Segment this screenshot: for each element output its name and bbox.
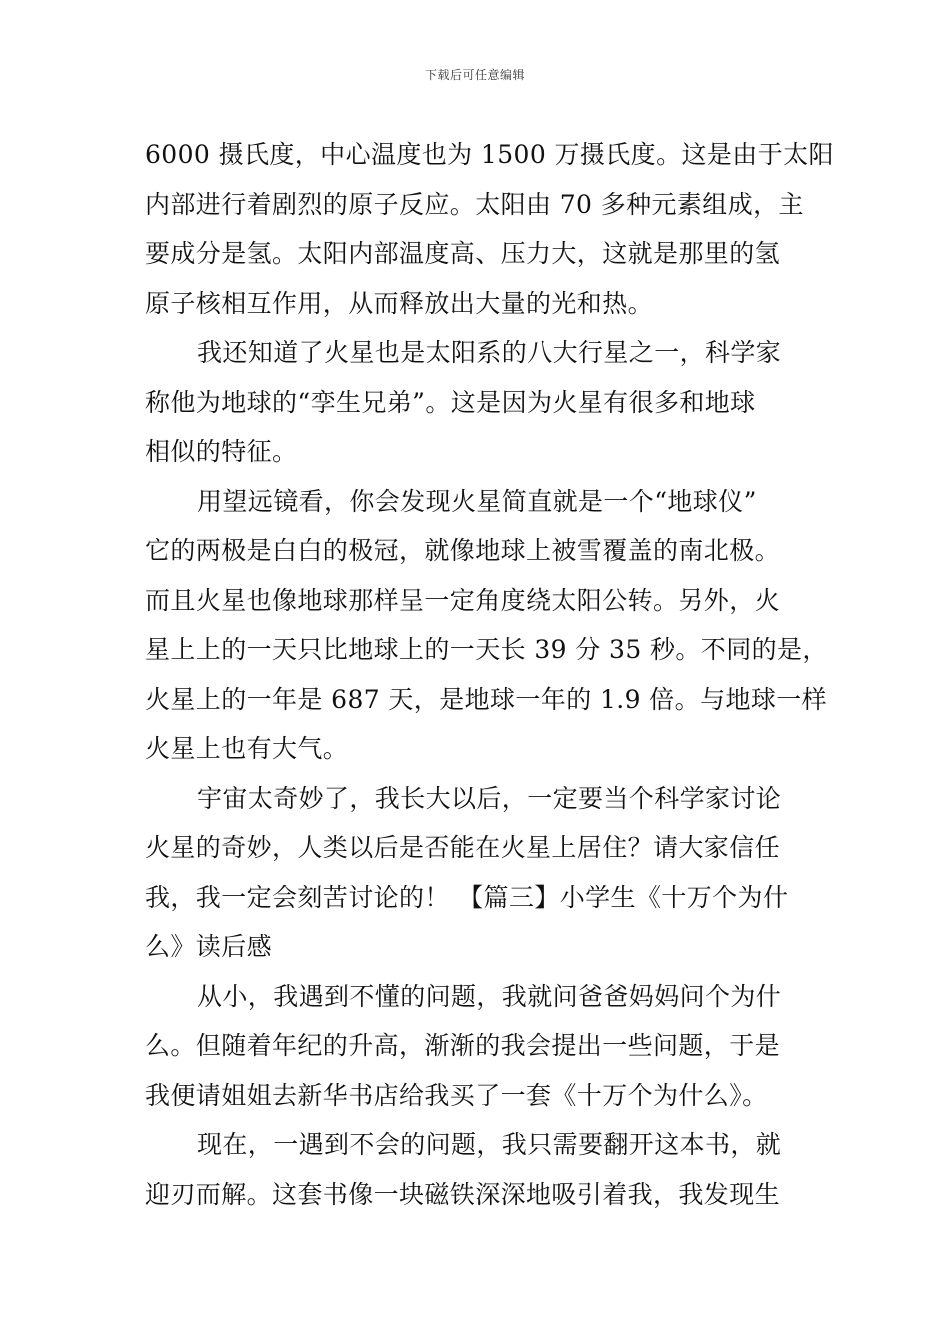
text-line: 么》读后感 xyxy=(145,932,273,961)
text-line: 我便请姐姐去新华书店给我买了一套《十万个为什么》。 xyxy=(145,1080,768,1110)
text-line: 称他为地球的“孪生兄弟”。这是因为火星有很多和地球 xyxy=(145,387,756,417)
text-line: 火星上的一年是 687 天，是地球一年的 1.9 倍。与地球一样 xyxy=(145,684,828,714)
text-line: 用望远镜看，你会发现火星简直就是一个“地球仪” xyxy=(197,486,757,516)
text-line: 么。但随着年纪的升高，渐渐的我会提出一些问题，于是 xyxy=(145,1031,781,1060)
text-line: 要成分是氢。太阳内部温度高、压力大，这就是那里的氢 xyxy=(145,239,781,268)
page-header: 下载后可任意编辑 xyxy=(424,68,525,82)
text-line: 6000 摄氏度，中心温度也为 1500 万摄氏度。这是由于太阳 xyxy=(145,140,834,169)
text-line: 星上上的一天只比地球上的一天长 39 分 35 秒。不同的是， xyxy=(145,635,828,664)
body-text xyxy=(145,130,834,1219)
text-line: 我还知道了火星也是太阳系的八大行星之一，科学家 xyxy=(197,338,782,367)
text-line: 内部进行着剧烈的原子反应。太阳由 70 多种元素组成，主 xyxy=(145,189,804,219)
text-line: 相似的特征。 xyxy=(145,437,298,466)
text-line: 现在，一遇到不会的问题，我只需要翻开这本书，就 xyxy=(197,1130,782,1159)
text-line: 迎刃而解。这套书像一块磁铁深深地吸引着我，我发现生 xyxy=(145,1179,781,1209)
text-line: 火星的奇妙，人类以后是否能在火星上居住？请大家信任 xyxy=(145,833,781,862)
text-line: 我，我一定会刻苦讨论的！ 【篇三】小学生《十万个为什 xyxy=(145,882,789,912)
text-line: 火星上也有大气。 xyxy=(145,734,349,763)
text-line: 从小，我遇到不懂的问题，我就问爸爸妈妈问个为什 xyxy=(197,981,782,1011)
text-line: 原子核相互作用，从而释放出大量的光和热。 xyxy=(145,288,654,318)
text-line: 它的两极是白白的极冠，就像地球上被雪覆盖的南北极。 xyxy=(145,536,781,565)
text-line: 宇宙太奇妙了，我长大以后，一定要当个科学家讨论 xyxy=(197,783,782,813)
text-line: 而且火星也像地球那样呈一定角度绕太阳公转。另外，火 xyxy=(145,585,781,615)
